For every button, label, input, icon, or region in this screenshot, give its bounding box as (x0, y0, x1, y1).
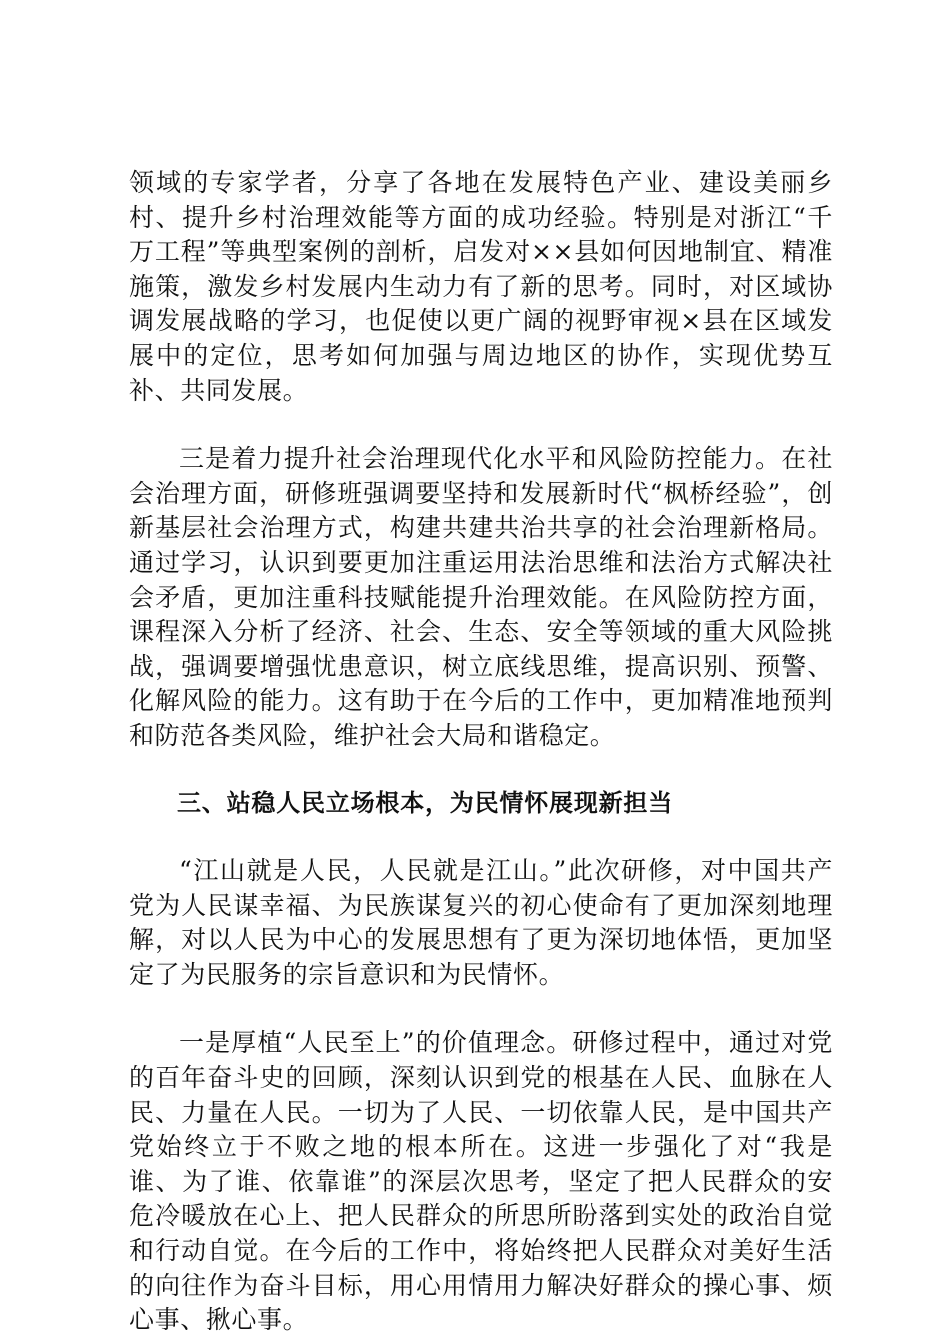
section-heading: 三、站稳人民立场根本，为民情怀展现新担当 (177, 788, 673, 817)
paragraph-people-first: 一是厚植“人民至上”的价值理念。研修过程中，通过对党的百年奋斗史的回顾，深刻认识到党的根基在人民、血脉在人民、力量在人民。一切为了人民、一切依靠人民，是中国共产党始终立于不败之地的根本所在。这进一步强化了对“我是谁、为了谁、依靠谁”的深层次思考，坚定了把人民群众的安危冷暖放在心上、把人民群众的所思所盼落到实处的政治自觉和行动自觉。在今后的工作中，将始终把人民群众对美好生活的向往作为奋斗目标，用心用情用力解决好群众的操心事、烦心事、揪心事。 (129, 1028, 833, 1335)
paragraph-social-governance: 三是着力提升社会治理现代化水平和风险防控能力。在社会治理方面，研修班强调要坚持和发展新时代“枫桥经验”，创新基层社会治理方式，构建共建共治共享的社会治理新格局。通过学习，认识到要更加注重运用法治思维和法治方式解决社会矛盾，更加注重科技赋能提升治理效能。在风险防控方面，课程深入分析了经济、社会、生态、安全等领域的重大风险挑战，强调要增强忧患意识，树立底线思维，提高识别、预警、化解风险的能力。这有助于在今后的工作中，更加精准地预判和防范各类风险，维护社会大局和谐稳定。 (129, 444, 833, 750)
document-body (129, 166, 833, 1338)
paragraph-continued: 领域的专家学者，分享了各地在发展特色产业、建设美丽乡村、提升乡村治理效能等方面的成功经验。特别是对浙江“千万工程”等典型案例的剖析，启发对××县如何因地制宜、精准施策，激发乡村发展内生动力有了新的思考。同时，对区域协调发展战略的学习，也促使以更广阔的视野审视×县在区域发展中的定位，思考如何加强与周边地区的协作，实现优势互补、共同发展。 (129, 168, 833, 405)
paragraph-people-intro: “江山就是人民，人民就是江山。”此次研修，对中国共产党为人民谋幸福、为民族谋复兴的初心使命有了更加深刻地理解，对以人民为中心的发展思想有了更为深切地体悟，更加坚定了为民服务的宗旨意识和为民情怀。 (129, 856, 833, 989)
